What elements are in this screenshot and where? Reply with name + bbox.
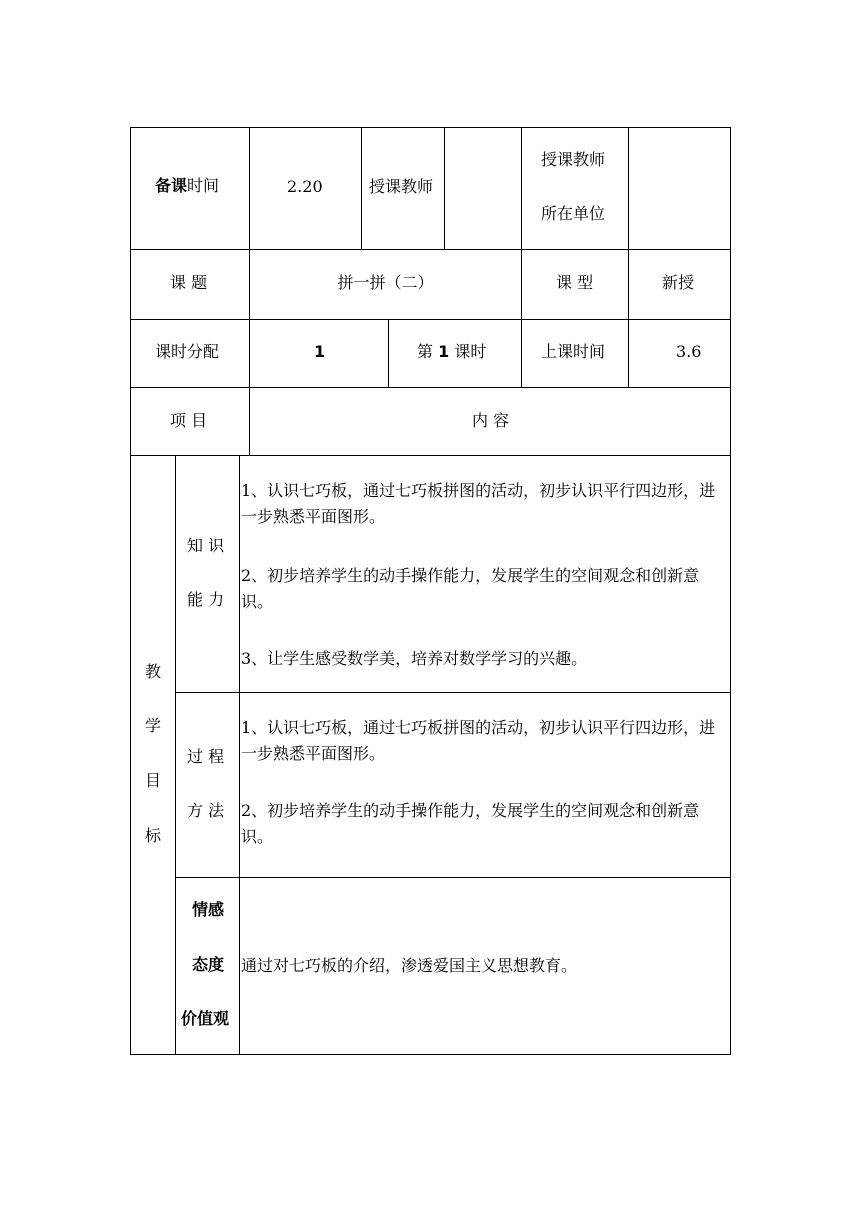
knowledge-item: 2、初步培养学生的动手操作能力，发展学生的空间观念和创新意识。	[241, 566, 700, 611]
hours-label: 课时分配	[155, 342, 220, 361]
prep-time-label-rest: 时间	[187, 176, 220, 195]
class-time-value: 3.6	[676, 342, 702, 361]
emotion-label-line3: 价值观	[181, 1009, 230, 1028]
content-heading: 内 容	[471, 411, 510, 430]
item-heading: 项 目	[170, 411, 208, 430]
lesson-prefix: 第	[417, 342, 434, 361]
col-divider	[239, 455, 240, 1055]
unit-label-line2: 所在单位	[541, 204, 606, 223]
row-divider	[130, 455, 731, 456]
hours-value: 1	[314, 342, 326, 361]
row-divider	[130, 387, 731, 388]
row-divider	[175, 692, 731, 693]
col-divider	[628, 127, 629, 388]
type-value: 新授	[662, 273, 695, 292]
row-divider	[130, 319, 731, 320]
emotion-text: 通过对七巧板的介绍，渗透爱国主义思想教育。	[241, 956, 578, 975]
objectives-label-char: 教	[145, 662, 162, 681]
process-label-line1: 过 程	[187, 747, 225, 766]
lesson-number	[417, 342, 486, 362]
type-label: 课 型	[556, 273, 594, 292]
col-divider	[388, 319, 389, 388]
row-divider	[175, 877, 731, 878]
emotion-label-line2: 态度	[192, 955, 225, 974]
lesson-suffix: 课时	[454, 342, 487, 361]
objectives-label-char: 学	[145, 716, 162, 735]
lesson-num: 1	[438, 342, 450, 361]
objectives-label-char: 目	[145, 771, 162, 790]
class-time-label: 上课时间	[541, 342, 606, 361]
col-divider	[521, 127, 522, 388]
process-item: 1、认识七巧板，通过七巧板拼图的活动，初步认识平行四边形，进一步熟悉平面图形。	[241, 718, 716, 763]
topic-value: 拼一拼（二）	[337, 273, 434, 292]
knowledge-label-line2: 能 力	[187, 590, 225, 609]
col-divider	[175, 455, 176, 1055]
knowledge-label-line1: 知 识	[187, 536, 225, 555]
knowledge-item: 3、让学生感受数学美，培养对数学学习的兴趣。	[241, 649, 588, 668]
process-label-line2: 方 法	[187, 801, 225, 820]
objectives-label-char: 标	[145, 826, 162, 845]
prep-time-label	[155, 176, 219, 196]
unit-label-line1: 授课教师	[541, 150, 606, 169]
prep-time-value: 2.20	[287, 177, 323, 196]
process-item: 2、初步培养学生的动手操作能力，发展学生的空间观念和创新意识。	[241, 801, 700, 846]
knowledge-item: 1、认识七巧板，通过七巧板拼图的活动，初步认识平行四边形，进一步熟悉平面图形。	[241, 481, 716, 526]
emotion-label-line1: 情感	[192, 900, 225, 919]
prep-time-label-bold: 备课	[155, 176, 188, 195]
teacher-label: 授课教师	[369, 177, 434, 196]
col-divider	[444, 127, 445, 250]
col-divider	[361, 127, 362, 250]
topic-label: 课 题	[170, 273, 208, 292]
row-divider	[130, 249, 731, 250]
